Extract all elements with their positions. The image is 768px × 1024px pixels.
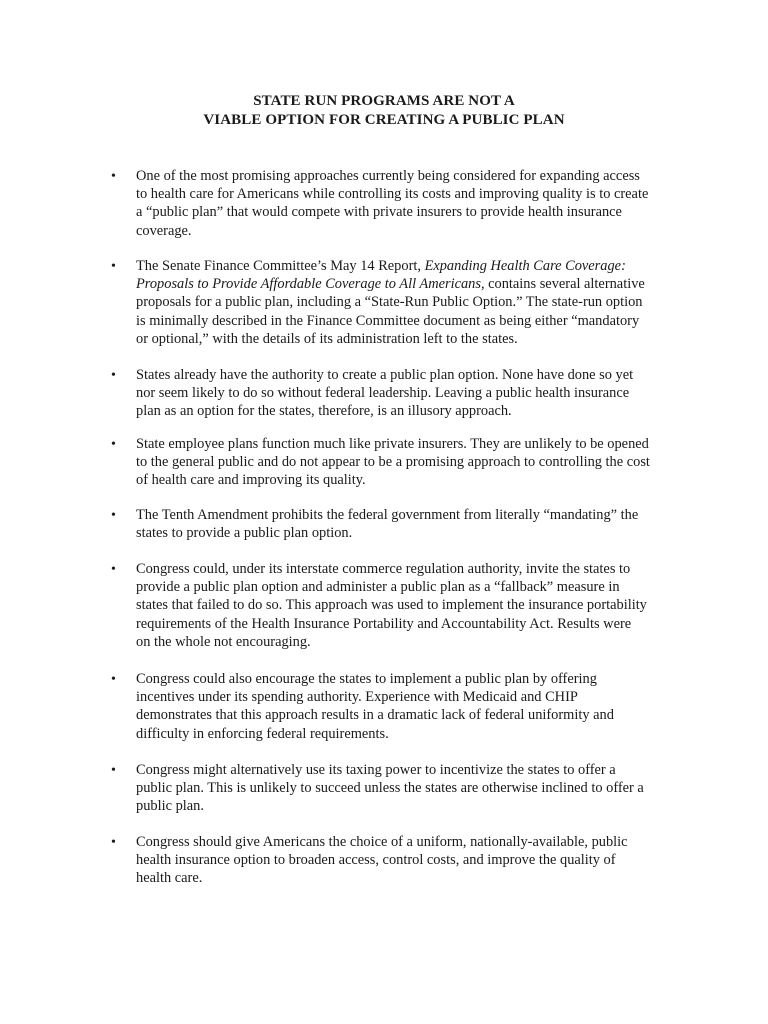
- bullet-icon: •: [111, 169, 116, 184]
- bullet-icon: •: [111, 437, 116, 452]
- text-line: Congress might alternatively use its taxing power to incentivize the states to offer a: [136, 762, 616, 778]
- text-line: nor seem likely to do so without federal leadership. Leaving a public health insurance: [136, 385, 630, 402]
- bullet-text: [136, 761, 676, 816]
- title-line-2: VIABLE OPTION FOR CREATING A PUBLIC PLAN: [203, 112, 565, 128]
- text-line: [136, 275, 676, 293]
- bullet-icon: •: [111, 562, 116, 577]
- text-line: of health care and improving its quality.: [136, 472, 366, 489]
- bullet-icon: •: [111, 259, 116, 274]
- text-line: difficulty in enforcing federal requirements.: [136, 725, 389, 742]
- text-line: demonstrates that this approach results in a dramatic lack of federal uniformity and: [136, 707, 614, 724]
- text-line: Congress could, under its interstate commerce regulation authority, invite the states to: [136, 561, 631, 577]
- text-line: proposals for a public plan, including a “State-Run Public Option.” The state-run option: [136, 294, 643, 311]
- text-fragment: , contains several alternative: [480, 276, 645, 293]
- title-line-1: STATE RUN PROGRAMS ARE NOT A: [253, 93, 515, 109]
- text-line: incentives under its spending authority. Experience with Medicaid and CHIP: [136, 689, 578, 706]
- text-line: states to provide a public plan option.: [136, 525, 353, 542]
- report-title-part-1: Expanding Health Care Coverage:: [424, 258, 626, 274]
- bullet-icon: •: [111, 508, 116, 523]
- text-line: coverage.: [136, 222, 192, 239]
- text-line: Congress could also encourage the states to implement a public plan by offering: [136, 671, 597, 687]
- text-line: states that failed to do so. This approach was used to implement the insurance portability: [136, 597, 647, 614]
- text-line: requirements of the Health Insurance Portability and Accountability Act. Results were: [136, 615, 632, 632]
- bullet-text: [136, 435, 676, 490]
- text-line: State employee plans function much like private insurers. They are unlikely to be opened: [136, 436, 649, 452]
- text-line: is minimally described in the Finance Committee document as being either “mandatory: [136, 312, 640, 329]
- bullet-text: [136, 560, 676, 651]
- text-line: public plan. This is unlikely to succeed unless the states are otherwise inclined to offer a: [136, 780, 644, 797]
- text-line: plan as an option for the states, therefore, is an illusory approach.: [136, 403, 512, 420]
- text-line: States already have the authority to create a public plan option. None have done so yet: [136, 367, 634, 383]
- text-line: One of the most promising approaches currently being considered for expanding access: [136, 168, 640, 184]
- bullet-icon: •: [111, 763, 116, 778]
- bullet-text: [136, 670, 676, 743]
- text-line: or optional,” with the details of its administration left to the states.: [136, 330, 518, 347]
- bullet-text: [136, 506, 676, 542]
- text-line: [136, 257, 676, 275]
- text-line: provide a public plan option and administer a public plan as a “fallback” measure in: [136, 579, 620, 596]
- text-line: to the general public and do not appear to be a promising approach to controlling the cost: [136, 454, 650, 471]
- bullet-text: [136, 366, 676, 421]
- bullet-icon: •: [111, 672, 116, 687]
- bullet-text: [136, 833, 676, 888]
- bullet-text: [136, 257, 676, 348]
- text-line: on the whole not encouraging.: [136, 633, 311, 650]
- report-title-part-2: Proposals to Provide Affordable Coverage to All Americans: [136, 276, 481, 293]
- document-title: [0, 92, 768, 130]
- bullet-icon: •: [111, 835, 116, 850]
- text-line: a “public plan” that would compete with private insurers to provide health insurance: [136, 204, 622, 221]
- text-line: to health care for Americans while controlling its costs and improving quality is to create: [136, 186, 649, 203]
- bullet-text: [136, 167, 676, 240]
- text-line: The Tenth Amendment prohibits the federal government from literally “mandating” the: [136, 507, 639, 523]
- text-fragment: The Senate Finance Committee’s May 14 Report,: [136, 258, 425, 274]
- text-line: health care.: [136, 870, 203, 887]
- text-line: Congress should give Americans the choice of a uniform, nationally-available, public: [136, 834, 628, 850]
- bullet-icon: •: [111, 368, 116, 383]
- text-line: health insurance option to broaden access, control costs, and improve the quality of: [136, 852, 616, 869]
- text-line: public plan.: [136, 798, 204, 815]
